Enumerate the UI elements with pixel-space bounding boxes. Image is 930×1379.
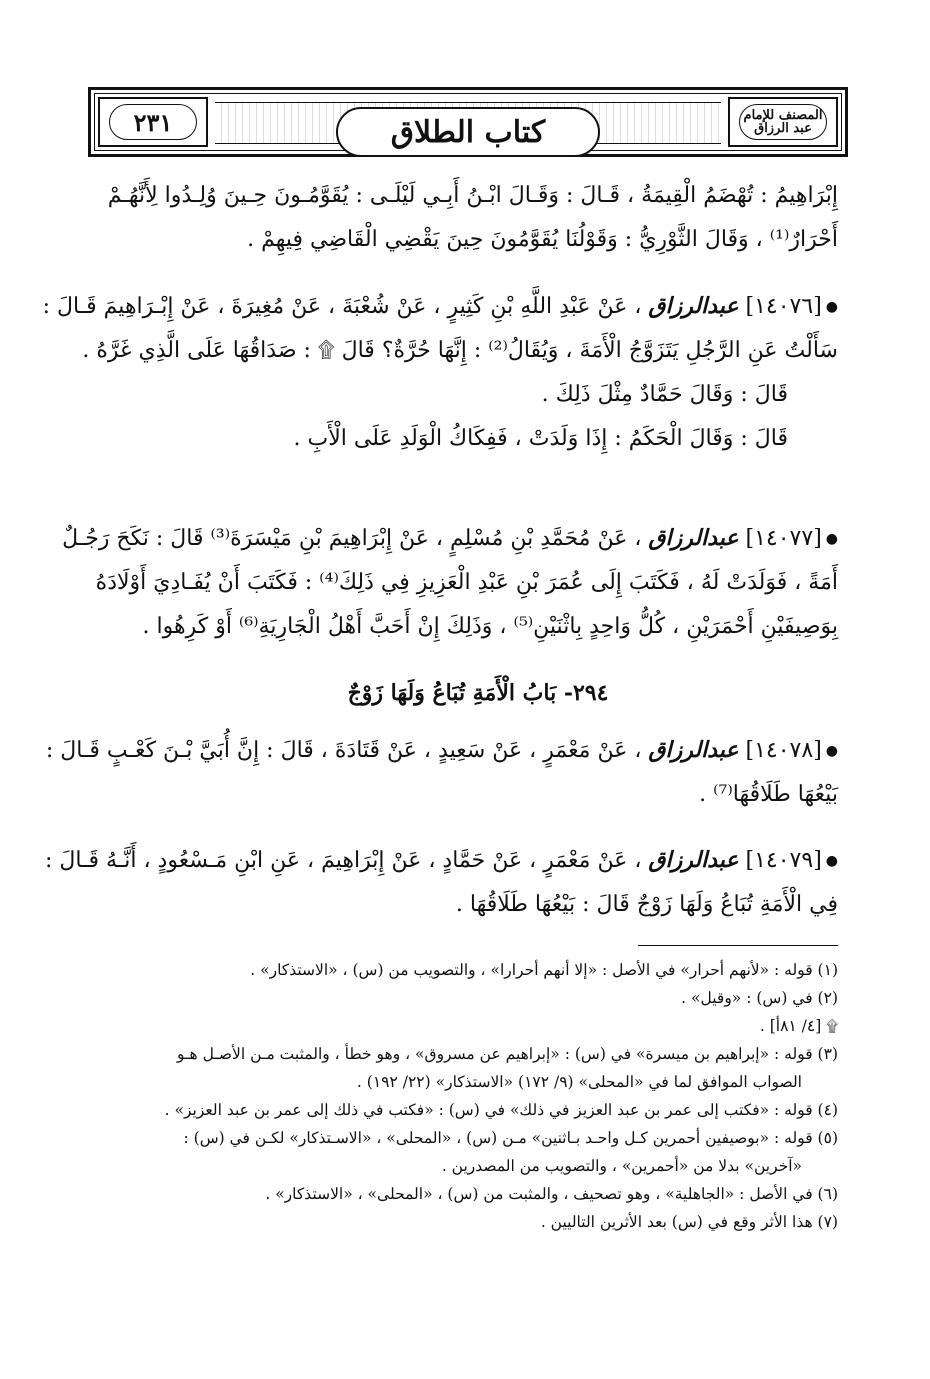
title-cartouche — [336, 107, 600, 157]
footnote: (٥) قوله : «بوصيفين أحمرين كـل واحـد بـاثنين» مـن (س) ، «المحلى» ، «الاسـتذكار» لكـن في (س) : — [183, 1129, 838, 1147]
text-line: بِوَصِيفَيْنِ أَحْمَرَيْنِ ، كُلُّ وَاحِدٍ بِاثْنَيْنِ⁽⁵⁾ ، وَذَلِكَ إِنْ أَحَبَّ أَهْلُ الْجَارِيَةِ⁽⁶⁾ أَوْ كَرِهُوا . — [142, 614, 838, 639]
footnotes — [118, 956, 838, 1236]
hadith-14078 — [45, 728, 838, 817]
footnote: (٦) في الأصل : «الجاهلية» ، وهو تصحيف ، والمثبت من (س) ، «المحلى» ، «الاستذكار» . — [265, 1185, 838, 1203]
narrator-name: عبدالرزاق — [648, 525, 739, 551]
continuation-paragraph — [107, 174, 838, 262]
bullet-icon: ● — [825, 299, 838, 315]
hadith-number: [١٤٠٧٩] — [745, 848, 822, 873]
narrator-name: عبدالرزاق — [648, 737, 739, 763]
footnote: (٢) في (س) : «وقيل» . — [681, 989, 838, 1007]
isnad-text: ، عَنْ مَعْمَرٍ ، عَنْ سَعِيدٍ ، عَنْ قَتَادَةَ ، قَالَ : إِنَّ أُبَيَّ بْـنَ كَعْـبٍ قَـالَ : — [45, 738, 642, 763]
hadith-number: [١٤٠٧٨] — [745, 738, 822, 763]
footnote: (٣) قوله : «إبراهيم بن ميسرة» في (س) : «إبراهيم عن مسروق» ، وهو خطأ ، والمثبت مـن الأصـل هـو — [176, 1045, 838, 1063]
footnote-continuation: الصواب الموافق لما في «المحلى» (٩/ ١٧٢) «الاستذكار» (٢٢/ ١٩٢) . — [356, 1073, 802, 1091]
hadith-14076 — [42, 284, 838, 461]
hadith-14079 — [44, 838, 838, 927]
footnote-continuation: «آخرين» بدلا من «أحمرين» ، والتصويب من المصدرين . — [441, 1157, 802, 1175]
chapter-heading: ٢٩٤- بَابُ الْأَمَةِ تُبَاعُ وَلَهَا زَوْجٌ — [347, 680, 609, 706]
text-line: أَحْرَارٌ⁽¹⁾ ، وَقَالَ الثَّوْرِيُّ : وَقَوْلُنَا يُقَوَّمُونَ حِينَ يَقْضِي الْقَاضِي فِيهِمْ . — [247, 227, 838, 252]
isnad-text: ، عَنْ مَعْمَرٍ ، عَنْ حَمَّادٍ ، عَنْ إِبْرَاهِيمَ ، عَنِ ابْنِ مَـسْعُودٍ ، أَنَّـهُ قَـالَ : — [44, 848, 642, 873]
text-line: قَالَ : وَقَالَ الْحَكَمُ : إِذَا وَلَدَتْ ، فَفِكَاكُ الْوَلَدِ عَلَى الْأَبِ . — [293, 426, 788, 451]
bullet-icon: ● — [825, 531, 838, 547]
text-line: بَيْعُهَا طَلَاقُهَا⁽⁷⁾ . — [699, 782, 838, 807]
text-line: فِي الْأَمَةِ تُبَاعُ وَلَهَا زَوْجٌ قَالَ : بَيْعُهَا طَلَاقُهَا . — [455, 892, 838, 917]
bullet-icon: ● — [825, 743, 838, 759]
bullet-icon: ● — [825, 853, 838, 869]
narrator-name: عبدالرزاق — [648, 293, 739, 319]
hadith-number: [١٤٠٧٧] — [745, 526, 822, 551]
text-line: أَمَةً ، فَوَلَدَتْ لَهُ ، فَكَتَبَ إِلَى عُمَرَ بْنِ عَبْدِ الْعَزِيزِ فِي ذَلِكَ⁽⁴⁾ : فَكَتَبَ أَنْ يُفَـادِيَ أَوْلَادَهُ — [95, 570, 838, 595]
text-line: إِبْرَاهِيمُ : تُهْضَمُ الْقِيمَةُ ، قَـالَ : وَقَـالَ ابْـنُ أَبِـي لَيْلَـى : يُقَوَّمُـونَ حِـينَ وُلِـدُوا لِأَنَّهُـمْ — [107, 183, 838, 208]
isnad-text: ، عَنْ مُحَمَّدِ بْنِ مُسْلِمٍ ، عَنْ إِبْرَاهِيمَ بْنِ مَيْسَرَةَ⁽³⁾ قَالَ : نَكَحَ رَجُـلٌ — [62, 526, 642, 551]
book-title: كتاب الطلاق — [390, 114, 546, 150]
footnote: ۩ [٤/ ٨١أ] . — [759, 1017, 838, 1035]
page-number-box — [98, 97, 208, 147]
footnote: (٤) قوله : «فكتب إلى عمر بن عبد العزيز في ذلك» في (س) : «فكتب في ذلك إلى عمر بن عبد العزيز» . — [164, 1101, 838, 1119]
hadith-14077 — [62, 516, 838, 649]
isnad-text: ، عَنْ عَبْدِ اللَّهِ بْنِ كَثِيرٍ ، عَنْ شُعْبَةَ ، عَنْ مُغِيرَةَ ، عَنْ إِبْـرَاهِيمَ قَـالَ : — [42, 294, 642, 319]
footnote: (١) قوله : «لأنهم أحرار» في الأصل : «إلا أنهم أحرارا» ، والتصويب من (س) ، «الاستذكار» . — [250, 961, 838, 979]
emblem-box — [728, 97, 838, 147]
book-emblem: المصنف للإمام عبد الرزاق — [743, 108, 823, 136]
text-line: قَالَ : وَقَالَ حَمَّادٌ مِثْلَ ذَلِكَ . — [541, 382, 788, 407]
header-ornament-band — [215, 102, 721, 150]
footnote: (٧) هذا الأثر وقع في (س) بعد الأثرين التاليين . — [540, 1213, 838, 1231]
text-line: سَأَلْتُ عَنِ الرَّجُلِ يَتَزَوَّجُ الْأَمَةَ ، وَيُقَالُ⁽²⁾ : إِنَّهَا حُرَّةٌ؟ قَالَ ۩ : صَدَاقُهَا عَلَى الَّذِي غَرَّهُ . — [82, 338, 838, 363]
hadith-number: [١٤٠٧٦] — [745, 294, 822, 319]
page-number: ٢٣١ — [133, 107, 173, 137]
page-header — [88, 87, 848, 157]
narrator-name: عبدالرزاق — [648, 847, 739, 873]
footnote-separator — [638, 945, 838, 946]
